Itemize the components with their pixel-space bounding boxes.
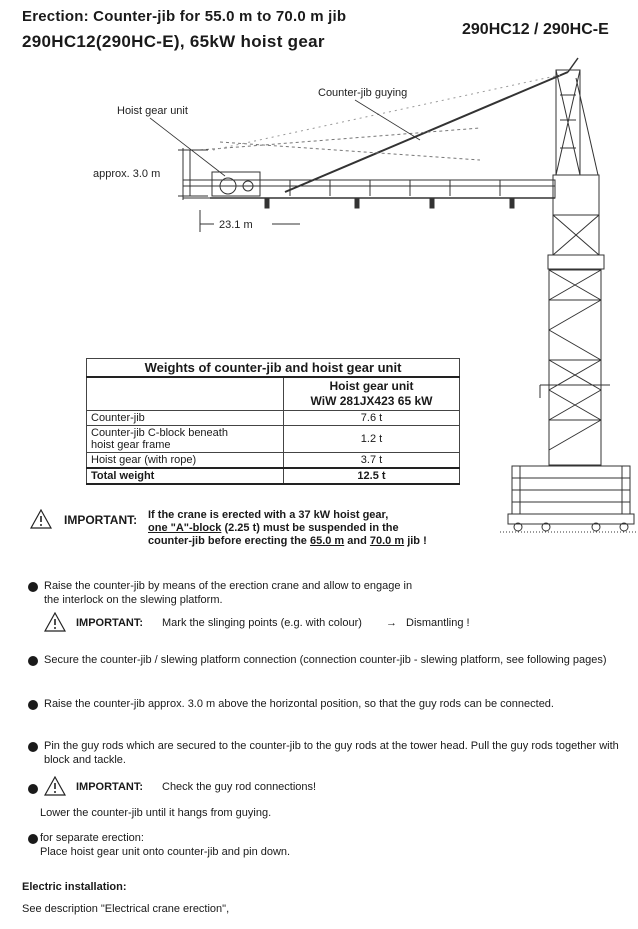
step-raise-approx: Raise the counter-jib approx. 3.0 m above the horizontal position, so that the guy rods can be connected. xyxy=(44,698,554,710)
separate-erection-line1: for separate erection: xyxy=(40,832,144,844)
important-line3-a: counter-jib before erecting the xyxy=(148,535,310,547)
table-caption: Weights of counter-jib and hoist gear unit xyxy=(87,359,460,378)
label-hoist-gear-unit: Hoist gear unit xyxy=(117,105,188,117)
a-block-text: one "A"-block xyxy=(148,522,222,534)
row-value: 7.6 t xyxy=(284,411,460,426)
label-counter-jib-guying: Counter-jib guying xyxy=(318,87,408,99)
jib-70-text: 70.0 m xyxy=(369,535,405,547)
crane-model: 290HC12 / 290HC-E xyxy=(462,21,609,38)
label-height: approx. 3.0 m xyxy=(93,168,161,180)
bullet-icon xyxy=(28,742,38,752)
row-item-line1: Counter-jib C-block beneath xyxy=(91,427,228,439)
important-tag: IMPORTANT: xyxy=(64,513,138,527)
jib-65-text: 65.0 m xyxy=(309,535,345,547)
step-pin-guy-rods: Pin the guy rods which are secured to the counter-jib to the guy rods at the tower head. Pull the guy rods together with block and tackle. xyxy=(44,740,619,766)
warning-icon xyxy=(30,509,52,529)
separate-erection-line2: Place hoist gear unit onto counter-jib and pin down. xyxy=(40,846,291,858)
important-slinging-text: Mark the slinging points (e.g. with colour) xyxy=(162,617,362,629)
lattice-tower xyxy=(549,270,601,465)
warning-icon xyxy=(44,612,66,632)
document-title: Erection: Counter-jib for 55.0 m to 70.0 m jib xyxy=(22,8,347,25)
dismantling-link: Dismantling ! xyxy=(406,617,470,629)
table-row xyxy=(87,426,460,453)
column-header-line2: WiW 281JX423 65 kW xyxy=(310,394,433,408)
important-line3-b: and xyxy=(344,535,370,547)
row-item: Counter-jib xyxy=(87,411,284,426)
table-total-row xyxy=(87,468,460,484)
counter-jib xyxy=(183,180,555,198)
step-separate-erection xyxy=(40,831,620,859)
important-line1: If the crane is erected with a 37 kW hoist gear, xyxy=(148,509,389,521)
row-item: Hoist gear (with rope) xyxy=(87,453,284,469)
row-value: 1.2 t xyxy=(284,426,460,453)
step-secure-connection: Secure the counter-jib / slewing platform connection (connection counter-jib - slewing platform, see following pages) xyxy=(44,654,607,666)
total-value: 12.5 t xyxy=(284,468,460,484)
label-distance: 23.1 m xyxy=(219,219,253,231)
weights-table xyxy=(86,358,460,485)
step-raise-counter-jib: Raise the counter-jib by means of the erection crane and allow to engage in the interlock on the slewing platform. xyxy=(44,580,413,606)
electric-heading: Electric installation: xyxy=(22,881,127,893)
bullet-icon xyxy=(28,582,38,592)
important-line2 xyxy=(148,522,488,535)
important-line3 xyxy=(148,535,488,548)
important-tag: IMPORTANT: xyxy=(76,617,144,629)
electric-description: See description "Electrical crane erection", xyxy=(22,903,230,915)
important-line3-c: jib ! xyxy=(404,535,427,547)
table-row xyxy=(87,453,460,469)
column-header-line1: Hoist gear unit xyxy=(329,379,414,393)
table-corner xyxy=(87,377,284,411)
table-column-header xyxy=(284,377,460,411)
bullet-icon xyxy=(28,784,38,794)
important-check-text: Check the guy rod connections! xyxy=(162,781,317,793)
warning-icon xyxy=(44,776,66,796)
important-line2-rest: (2.25 t) must be suspended in the xyxy=(221,522,399,534)
bullet-icon xyxy=(28,700,38,710)
row-item xyxy=(87,426,284,453)
lower-counter-jib-text: Lower the counter-jib until it hangs from guying. xyxy=(40,807,272,819)
table-row xyxy=(87,411,460,426)
document-subtitle: 290HC12(290HC-E), 65kW hoist gear xyxy=(22,32,325,51)
bullet-icon xyxy=(28,656,38,666)
arrow-right-icon: → xyxy=(386,617,397,629)
row-value: 3.7 t xyxy=(284,453,460,469)
important-text xyxy=(148,509,488,548)
important-tag: IMPORTANT: xyxy=(76,781,144,793)
bullet-icon xyxy=(28,834,38,844)
row-item-line2: hoist gear frame xyxy=(91,439,171,451)
total-label: Total weight xyxy=(87,468,284,484)
